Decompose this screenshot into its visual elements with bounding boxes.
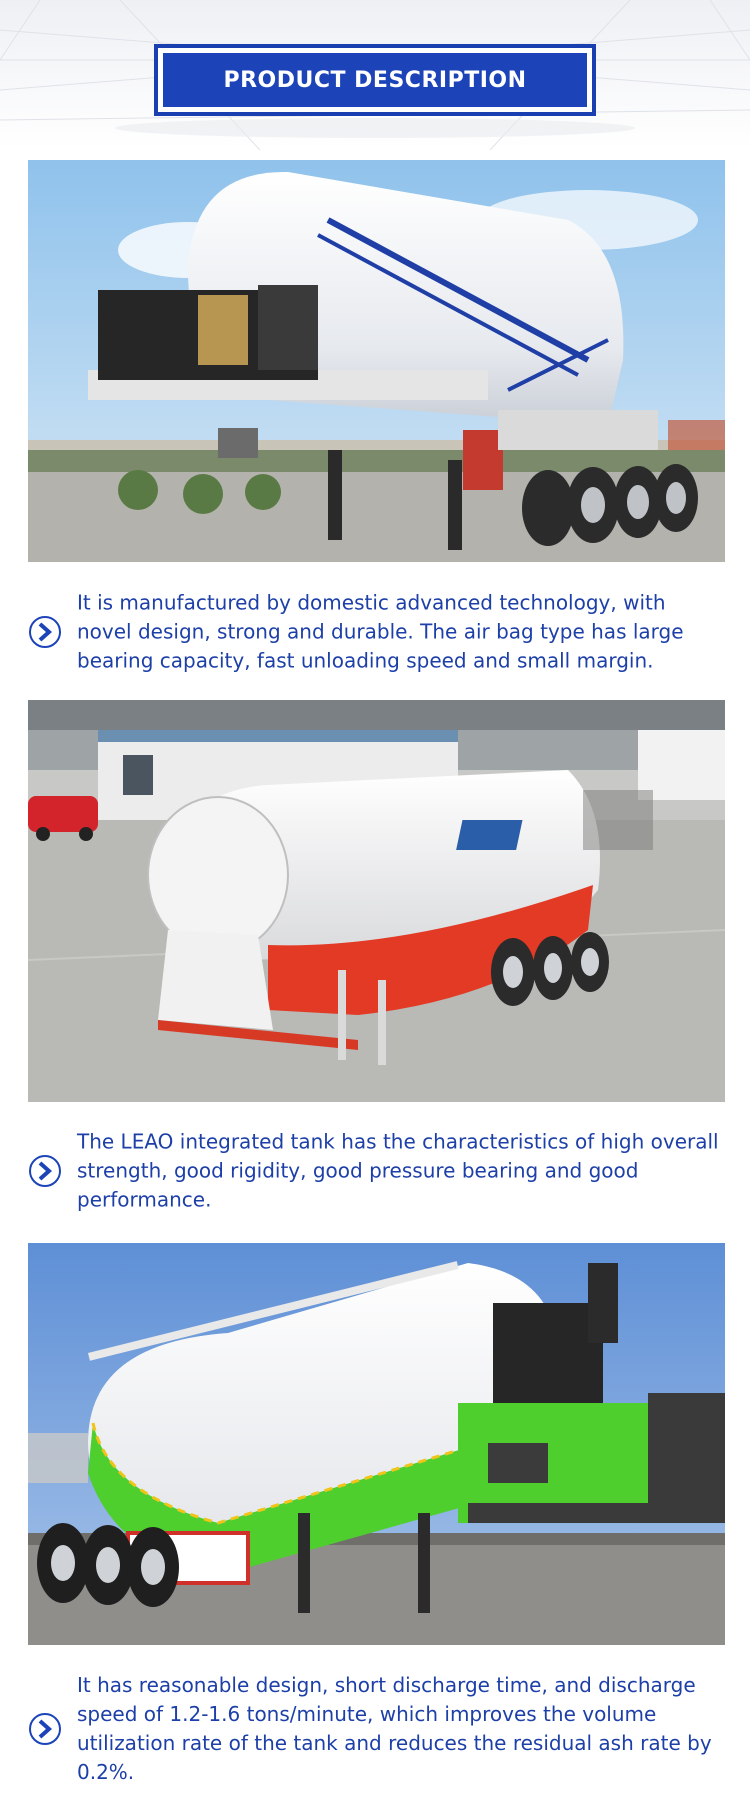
green-white-tank-trailer-photo bbox=[28, 1243, 725, 1645]
red-white-tank-trailer-photo bbox=[28, 700, 725, 1102]
title-banner bbox=[154, 44, 596, 116]
chevron-right-circle-icon bbox=[28, 1712, 62, 1746]
feature-description: It is manufactured by domestic advanced technology, with novel design, strong and durable. The air bag type has large bearing capacity, fast unloading speed and small margin. bbox=[77, 590, 684, 673]
title-banner-inner bbox=[163, 53, 587, 107]
chevron-right-circle-icon bbox=[28, 1154, 62, 1188]
chevron-right-circle-icon bbox=[28, 615, 62, 649]
white-powder-tanker-trailer-photo bbox=[28, 160, 725, 562]
feature-item bbox=[28, 1670, 725, 1788]
page-title: PRODUCT DESCRIPTION bbox=[223, 67, 527, 93]
feature-item bbox=[28, 1126, 725, 1216]
feature-description: It has reasonable design, short discharge time, and discharge speed of 1.2-1.6 tons/minute, which improves the volume utilization rate of the tank and reduces the residual ash rate by 0.2%. bbox=[77, 1673, 712, 1784]
feature-item bbox=[28, 588, 725, 676]
feature-description: The LEAO integrated tank has the characteristics of high overall strength, good rigidity, good pressure bearing and good performance. bbox=[77, 1129, 719, 1212]
